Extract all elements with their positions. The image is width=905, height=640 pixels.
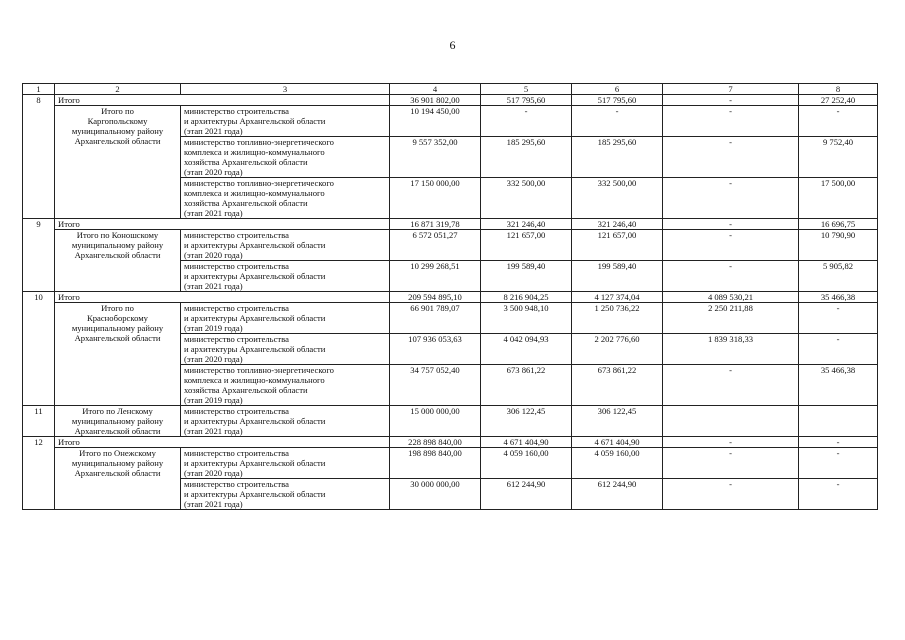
amount-cell: 5 905,82	[799, 261, 878, 292]
amount-cell: 30 000 000,00	[390, 479, 481, 510]
column-number: 5	[481, 84, 572, 95]
amount-cell: -	[663, 106, 799, 137]
amount-cell: 35 466,38	[799, 292, 878, 303]
district-name-line: Итого по	[101, 303, 134, 313]
district-name-line: муниципальному району	[71, 416, 164, 426]
amount-cell: -	[799, 448, 878, 479]
amount-cell: 199 589,40	[481, 261, 572, 292]
recipient-line: министерство топливно-энергетического	[184, 178, 334, 188]
recipient-line: хозяйства Архангельской области	[184, 157, 308, 167]
amount-cell: 10 194 450,00	[390, 106, 481, 137]
district-name-line: Архангельской области	[74, 468, 161, 478]
amount-cell: -	[799, 334, 878, 365]
recipient-line: и архитектуры Архангельской области	[184, 489, 326, 499]
amount-cell: 1 250 736,22	[572, 303, 663, 334]
recipient-cell	[181, 230, 390, 261]
amount-cell: -	[663, 178, 799, 219]
amount-cell: 36 901 802,00	[390, 95, 481, 106]
recipient-line: хозяйства Архангельской области	[184, 385, 308, 395]
column-number: 1	[23, 84, 55, 95]
total-label: Итого	[55, 292, 390, 303]
amount-cell: 4 671 404,90	[481, 437, 572, 448]
amount-cell: 209 594 895,10	[390, 292, 481, 303]
budget-table	[22, 83, 878, 510]
recipient-line: министерство строительства	[184, 334, 289, 344]
amount-cell: 8 216 904,25	[481, 292, 572, 303]
recipient-line: (этап 2021 года)	[184, 208, 243, 218]
amount-cell: 4 089 530,21	[663, 292, 799, 303]
amount-cell: 121 657,00	[572, 230, 663, 261]
amount-cell: 16 871 319,78	[390, 219, 481, 230]
column-number: 6	[572, 84, 663, 95]
amount-cell: 4 059 160,00	[572, 448, 663, 479]
amount-cell: 34 757 052,40	[390, 365, 481, 406]
recipient-line: и архитектуры Архангельской области	[184, 416, 326, 426]
district-name	[55, 406, 181, 437]
column-number: 7	[663, 84, 799, 95]
recipient-line: (этап 2021 года)	[184, 426, 243, 436]
total-row	[23, 437, 878, 448]
recipient-line: и архитектуры Архангельской области	[184, 116, 326, 126]
district-name-line: Каргопольскому	[87, 116, 148, 126]
amount-cell: 4 042 094,93	[481, 334, 572, 365]
amount-cell: 673 861,22	[572, 365, 663, 406]
recipient-line: (этап 2020 года)	[184, 167, 243, 177]
amount-cell: 517 795,60	[572, 95, 663, 106]
amount-cell: -	[799, 303, 878, 334]
district-name-line: муниципальному району	[71, 240, 164, 250]
column-number: 2	[55, 84, 181, 95]
recipient-cell	[181, 303, 390, 334]
row-number: 11	[23, 406, 55, 437]
recipient-line: комплекса и жилищно-коммунального	[184, 188, 325, 198]
amount-cell: -	[663, 479, 799, 510]
recipient-cell	[181, 178, 390, 219]
column-number: 4	[390, 84, 481, 95]
amount-cell: 4 671 404,90	[572, 437, 663, 448]
recipient-line: министерство строительства	[184, 303, 289, 313]
amount-cell: -	[663, 219, 799, 230]
district-name-line: муниципальному району	[71, 323, 164, 333]
total-label: Итого	[55, 95, 390, 106]
recipient-line: (этап 2020 года)	[184, 250, 243, 260]
amount-cell: -	[572, 106, 663, 137]
amount-cell: 3 500 948,10	[481, 303, 572, 334]
amount-cell: 332 500,00	[572, 178, 663, 219]
table-row	[23, 230, 878, 261]
amount-cell: 228 898 840,00	[390, 437, 481, 448]
amount-cell: 4 127 374,04	[572, 292, 663, 303]
amount-cell: 198 898 840,00	[390, 448, 481, 479]
amount-cell: 27 252,40	[799, 95, 878, 106]
district-name-line: Итого по Онежскому	[79, 448, 156, 458]
amount-cell: 4 059 160,00	[481, 448, 572, 479]
recipient-line: (этап 2021 года)	[184, 281, 243, 291]
district-name-line: муниципальному району	[71, 458, 164, 468]
amount-cell: 66 901 789,07	[390, 303, 481, 334]
recipient-line: министерство строительства	[184, 106, 289, 116]
total-row	[23, 95, 878, 106]
total-row	[23, 292, 878, 303]
amount-cell: -	[663, 448, 799, 479]
column-number-row	[23, 84, 878, 95]
district-name	[55, 106, 181, 219]
district-name-line: Красноборскому	[87, 313, 148, 323]
amount-cell: 16 696,75	[799, 219, 878, 230]
district-name	[55, 448, 181, 510]
recipient-line: (этап 2019 года)	[184, 395, 243, 405]
amount-cell	[799, 406, 878, 437]
amount-cell: 612 244,90	[481, 479, 572, 510]
table-row	[23, 106, 878, 137]
recipient-line: министерство строительства	[184, 406, 289, 416]
amount-cell: -	[799, 479, 878, 510]
amount-cell: 35 466,38	[799, 365, 878, 406]
recipient-line: (этап 2021 года)	[184, 126, 243, 136]
recipient-line: министерство строительства	[184, 261, 289, 271]
column-number: 3	[181, 84, 390, 95]
amount-cell: -	[663, 137, 799, 178]
recipient-line: министерство строительства	[184, 448, 289, 458]
district-name-line: Итого по	[101, 106, 134, 116]
recipient-line: и архитектуры Архангельской области	[184, 344, 326, 354]
district-name-line: Архангельской области	[74, 426, 161, 436]
amount-cell: 199 589,40	[572, 261, 663, 292]
amount-cell: 10 790,90	[799, 230, 878, 261]
amount-cell: 15 000 000,00	[390, 406, 481, 437]
amount-cell: 10 299 268,51	[390, 261, 481, 292]
amount-cell: 2 202 776,60	[572, 334, 663, 365]
district-name-line: муниципальному району	[71, 126, 164, 136]
recipient-cell	[181, 406, 390, 437]
amount-cell: -	[481, 106, 572, 137]
amount-cell: 673 861,22	[481, 365, 572, 406]
page-number: 6	[449, 38, 456, 52]
recipient-line: и архитектуры Архангельской области	[184, 240, 326, 250]
recipient-cell	[181, 479, 390, 510]
table-row	[23, 406, 878, 437]
recipient-cell	[181, 365, 390, 406]
recipient-line: (этап 2020 года)	[184, 468, 243, 478]
recipient-line: комплекса и жилищно-коммунального	[184, 147, 325, 157]
recipient-line: министерство строительства	[184, 479, 289, 489]
recipient-line: и архитектуры Архангельской области	[184, 313, 326, 323]
amount-cell	[663, 406, 799, 437]
amount-cell: -	[799, 106, 878, 137]
recipient-line: хозяйства Архангельской области	[184, 198, 308, 208]
district-name-line: Итого по Ленскому	[82, 406, 153, 416]
table-row	[23, 303, 878, 334]
recipient-cell	[181, 261, 390, 292]
district-name	[55, 230, 181, 292]
amount-cell: 17 500,00	[799, 178, 878, 219]
amount-cell: 6 572 051,27	[390, 230, 481, 261]
amount-cell: 9 557 352,00	[390, 137, 481, 178]
row-number: 9	[23, 219, 55, 292]
amount-cell: 517 795,60	[481, 95, 572, 106]
column-number: 8	[799, 84, 878, 95]
amount-cell: 2 250 211,88	[663, 303, 799, 334]
recipient-line: министерство топливно-энергетического	[184, 137, 334, 147]
row-number: 12	[23, 437, 55, 510]
amount-cell: 185 295,60	[572, 137, 663, 178]
recipient-line: (этап 2019 года)	[184, 323, 243, 333]
district-name-line: Итого по Коношскому	[76, 230, 159, 240]
amount-cell: 321 246,40	[481, 219, 572, 230]
table-row	[23, 448, 878, 479]
amount-cell: 332 500,00	[481, 178, 572, 219]
recipient-line: (этап 2021 года)	[184, 499, 243, 509]
district-name-line: Архангельской области	[74, 136, 161, 146]
recipient-line: министерство топливно-энергетического	[184, 365, 334, 375]
district-name	[55, 303, 181, 406]
recipient-line: министерство строительства	[184, 230, 289, 240]
total-label: Итого	[55, 219, 390, 230]
recipient-line: и архитектуры Архангельской области	[184, 271, 326, 281]
amount-cell: 321 246,40	[572, 219, 663, 230]
recipient-cell	[181, 137, 390, 178]
total-row	[23, 219, 878, 230]
recipient-line: и архитектуры Архангельской области	[184, 458, 326, 468]
amount-cell: 306 122,45	[572, 406, 663, 437]
amount-cell: -	[663, 437, 799, 448]
recipient-line: (этап 2020 года)	[184, 354, 243, 364]
amount-cell: 9 752,40	[799, 137, 878, 178]
amount-cell: 107 936 053,63	[390, 334, 481, 365]
recipient-cell	[181, 448, 390, 479]
amount-cell: -	[799, 437, 878, 448]
amount-cell: -	[663, 95, 799, 106]
amount-cell: -	[663, 365, 799, 406]
amount-cell: -	[663, 261, 799, 292]
recipient-cell	[181, 334, 390, 365]
amount-cell: 121 657,00	[481, 230, 572, 261]
recipient-line: комплекса и жилищно-коммунального	[184, 375, 325, 385]
amount-cell: 306 122,45	[481, 406, 572, 437]
amount-cell: 17 150 000,00	[390, 178, 481, 219]
amount-cell: 1 839 318,33	[663, 334, 799, 365]
amount-cell: 185 295,60	[481, 137, 572, 178]
recipient-cell	[181, 106, 390, 137]
row-number: 8	[23, 95, 55, 219]
district-name-line: Архангельской области	[74, 333, 161, 343]
total-label: Итого	[55, 437, 390, 448]
district-name-line: Архангельской области	[74, 250, 161, 260]
amount-cell: 612 244,90	[572, 479, 663, 510]
row-number: 10	[23, 292, 55, 406]
amount-cell: -	[663, 230, 799, 261]
